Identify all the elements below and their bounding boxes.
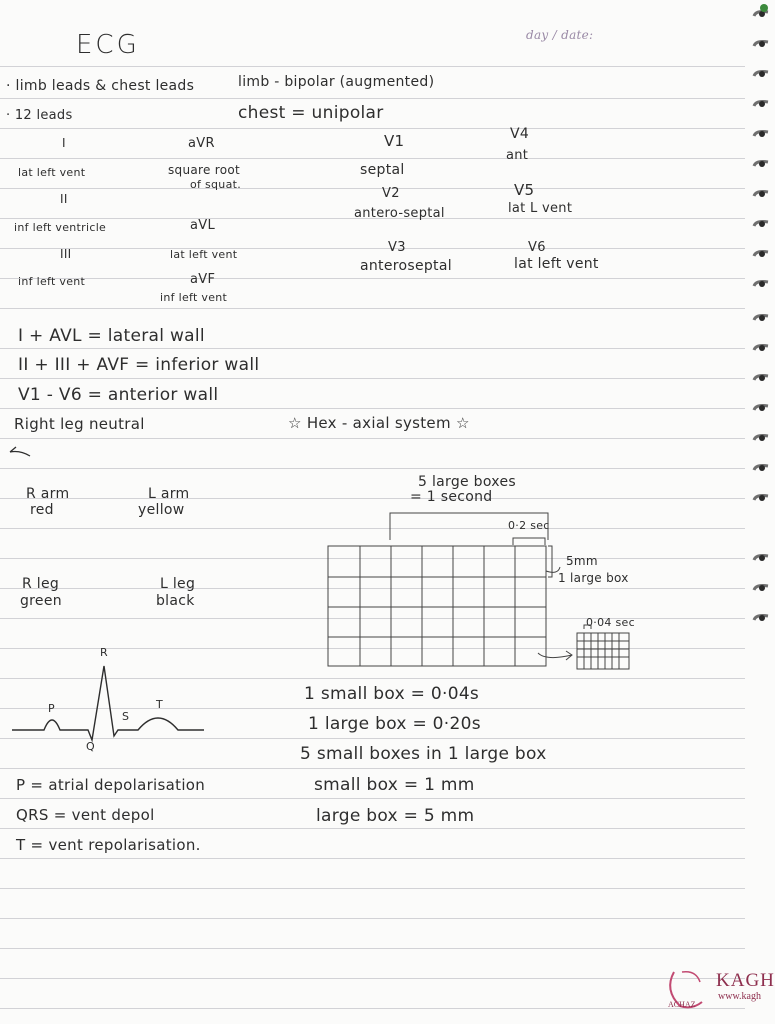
lead-i: I [62, 136, 66, 150]
inf-left-vent-2: inf left vent [160, 291, 228, 304]
note-limb-chest-leads: · limb leads & chest leads [6, 78, 195, 94]
l-arm-label: L arm [148, 486, 190, 502]
ant: ant [506, 148, 529, 163]
wave-r-label: R [100, 646, 108, 659]
logo-brand: KAGH [716, 970, 775, 991]
t-definition: T = vent repolarisation. [16, 836, 201, 854]
anteroseptal: anteroseptal [360, 258, 452, 274]
wave-s-label: S [122, 710, 130, 723]
of-squat: of squat. [190, 178, 242, 191]
five-large-boxes: 5 large boxes [418, 474, 516, 490]
r-arm-label: R arm [26, 486, 70, 502]
point-two-sec: 0·2 sec [508, 519, 550, 532]
l-leg-label: L leg [160, 576, 196, 592]
lat-l-vent: lat L vent [508, 201, 573, 216]
qrs-definition: QRS = vent depol [16, 806, 155, 824]
large-box-time: 1 large box = 0·20s [308, 714, 481, 734]
note-12-leads: · 12 leads [6, 108, 73, 123]
point-04-sec: 0·04 sec [586, 616, 635, 629]
antero-septal: antero-septal [354, 206, 445, 221]
day-date-label: day / date: [526, 28, 594, 42]
ecg-grid-diagram [320, 505, 640, 675]
one-second: = 1 second [410, 489, 493, 505]
l-arm-color: yellow [138, 502, 185, 518]
large-box-mm: large box = 5 mm [316, 806, 475, 826]
arrow-mark-icon [8, 444, 32, 458]
lead-v2: V2 [382, 186, 400, 201]
note-chest-unipolar: chest = unipolar [238, 103, 384, 123]
l-leg-color: black [156, 593, 195, 609]
note-limb-bipolar: limb - bipolar (augmented) [238, 74, 435, 90]
five-mm: 5mm [566, 554, 598, 568]
lat-left-vent-3: lat left vent [514, 256, 599, 272]
inferior-wall-note: II + III + AVF = inferior wall [18, 355, 260, 375]
p-definition: P = atrial depolarisation [16, 776, 206, 794]
spiral-binding [728, 0, 768, 1024]
hex-axial-system: ☆ Hex - axial system ☆ [288, 414, 470, 432]
page-title: ECG [76, 30, 140, 60]
lead-v4: V4 [510, 126, 530, 142]
septal: septal [360, 162, 405, 178]
lat-left-vent-2: lat left vent [170, 248, 238, 261]
logo-url: www.kagh [718, 991, 761, 1002]
square-root: square root [168, 163, 241, 177]
logo-badge: ACHAZ [668, 1000, 696, 1009]
lead-iii: III [60, 247, 72, 261]
lead-v5: V5 [514, 181, 535, 199]
r-leg-label: R leg [22, 576, 60, 592]
wave-t-label: T [156, 698, 164, 711]
lead-v6: V6 [528, 240, 546, 255]
lead-v1: V1 [384, 132, 405, 150]
lead-avr: aVR [188, 136, 215, 151]
small-box-time: 1 small box = 0·04s [304, 684, 480, 704]
right-leg-neutral: Right leg neutral [14, 415, 145, 433]
r-arm-color: red [30, 502, 54, 518]
pqrst-waveform [8, 650, 208, 750]
wave-q-label: Q [86, 740, 95, 753]
lead-avf: aVF [190, 272, 216, 287]
wave-p-label: P [48, 702, 55, 715]
inf-left-ventricle: inf left ventricle [14, 221, 107, 234]
lat-left-vent-1: lat left vent [18, 166, 86, 179]
small-box-mm: small box = 1 mm [314, 775, 475, 795]
r-leg-color: green [20, 593, 62, 609]
one-large-box: 1 large box [558, 571, 629, 585]
lead-ii: II [60, 192, 68, 206]
inf-left-vent-1: inf left vent [18, 275, 86, 288]
anterior-wall-note: V1 - V6 = anterior wall [18, 385, 219, 405]
lead-v3: V3 [388, 240, 406, 255]
lead-avl: aVL [190, 218, 216, 233]
five-small-boxes: 5 small boxes in 1 large box [300, 744, 547, 764]
lateral-wall-note: I + AVL = lateral wall [18, 326, 205, 346]
